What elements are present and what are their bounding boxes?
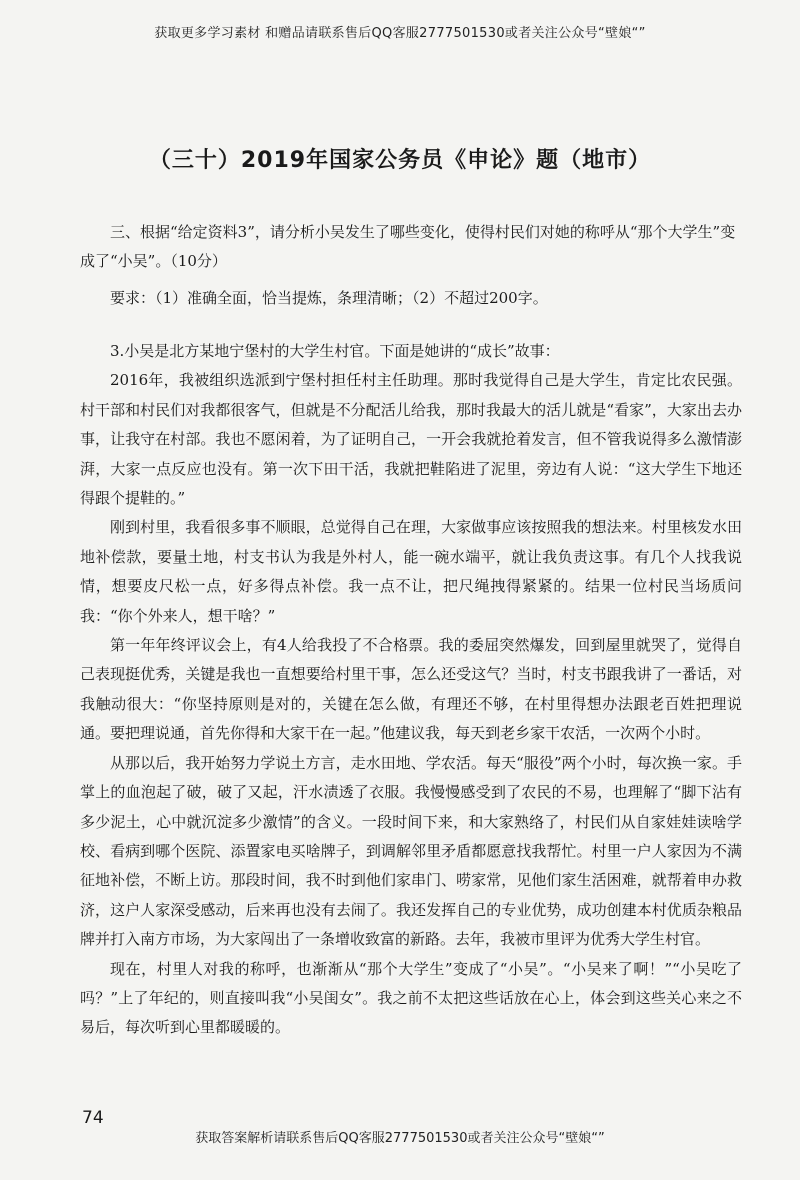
- page-title: （三十）2019年国家公务员《申论》题（地市）: [148, 148, 652, 173]
- header-promo-note: 获取更多学习素材 和赠品请联系售后QQ客服2777501530或者关注公众号“壁娘“”: [154, 26, 646, 41]
- material-paragraph: 刚到村里，我看很多事不顺眼，总觉得自己在理，大家做事应该按照我的想法来。村里核发水田地补偿款，要量土地，村支书认为我是外村人，能一碗水端平，就让我负责这事。有几个人找我说情，想要皮尺松一点，好多得点补偿。我一点不让，把尺绳拽得紧紧的。结果一位村民当场质问我：“你个外来人，想干啥？”: [80, 518, 742, 625]
- material-paragraph: 第一年年终评议会上，有4人给我投了不合格票。我的委屈突然爆发，回到屋里就哭了，觉得自己表现挺优秀，关键是我也一直想要给村里干事，怎么还受这气？当时，村支书跟我讲了一番话，对我触动很大：“你坚持原则是对的，关键在怎么做，有理还不够，在村里得想办法跟老百姓把理说通。要把理说通，首先你得和大家干在一起。”他建议我，每天到老乡家干农活，一次两个小时。: [80, 636, 742, 743]
- question-prompt: 三、根据“给定资料3”，请分析小吴发生了哪些变化，使得村民们对她的称呼从“那个大学生”变成了“小吴”。（10分）: [80, 223, 736, 270]
- question-requirements: 要求：（1）准确全面，恰当提炼，条理清晰；（2）不超过200字。: [110, 289, 548, 307]
- footer-promo-note: 获取答案解析请联系售后QQ客服2777501530或者关注公众号“壁娘“”: [195, 1131, 605, 1146]
- material-paragraph: 2016年，我被组织选派到宁堡村担任村主任助理。那时我觉得自己是大学生，肯定比农民强。村干部和村民们对我都很客气，但就是不分配活儿给我，那时我最大的活儿就是“看家”，大家出去办事，让我守在村部。我也不愿闲着，为了证明自己，一开会我就抢着发言，但不管我说得多么激情澎湃，大家一点反应也没有。第一次下田干活，我就把鞋陷进了泥里，旁边有人说：“这大学生下地还得跟个提鞋的。”: [80, 371, 742, 508]
- page-number: 74: [82, 1108, 104, 1128]
- material-paragraph: 现在，村里人对我的称呼，也渐渐从“那个大学生”变成了“小吴”。“小吴来了啊！”“小吴吃了吗？”上了年纪的，则直接叫我“小吴闺女”。我之前不太把这些话放在心上，体会到这些关心来之不易后，每次听到心里都暖暖的。: [80, 959, 742, 1037]
- material-paragraph: 从那以后，我开始努力学说土方言，走水田地、学农活。每天“服役”两个小时，每次换一家。手掌上的血泡起了破，破了又起，汗水渍透了衣服。我慢慢感受到了农民的不易，也理解了“脚下沾有多少泥土，心中就沉淀多少激情”的含义。一段时间下来，和大家熟络了，村民们从自家娃娃读啥学校、看病到哪个医院、添置家电买啥牌子，到调解邻里矛盾都愿意找我帮忙。村里一户人家因为不满征地补偿，不断上访。那段时间，我不时到他们家串门、唠家常，见他们家生活困难，就帮着申办救济，这户人家深受感动，后来再也没有去闹了。我还发挥自己的专业优势，成功创建本村优质杂粮品牌并打入南方市场，为大家闯出了一条增收致富的新路。去年，我被市里评为优秀大学生村官。: [80, 753, 742, 949]
- given-material: [80, 337, 742, 1043]
- material-paragraph: 3.小吴是北方某地宁堡村的大学生村官。下面是她讲的“成长”故事：: [110, 342, 560, 360]
